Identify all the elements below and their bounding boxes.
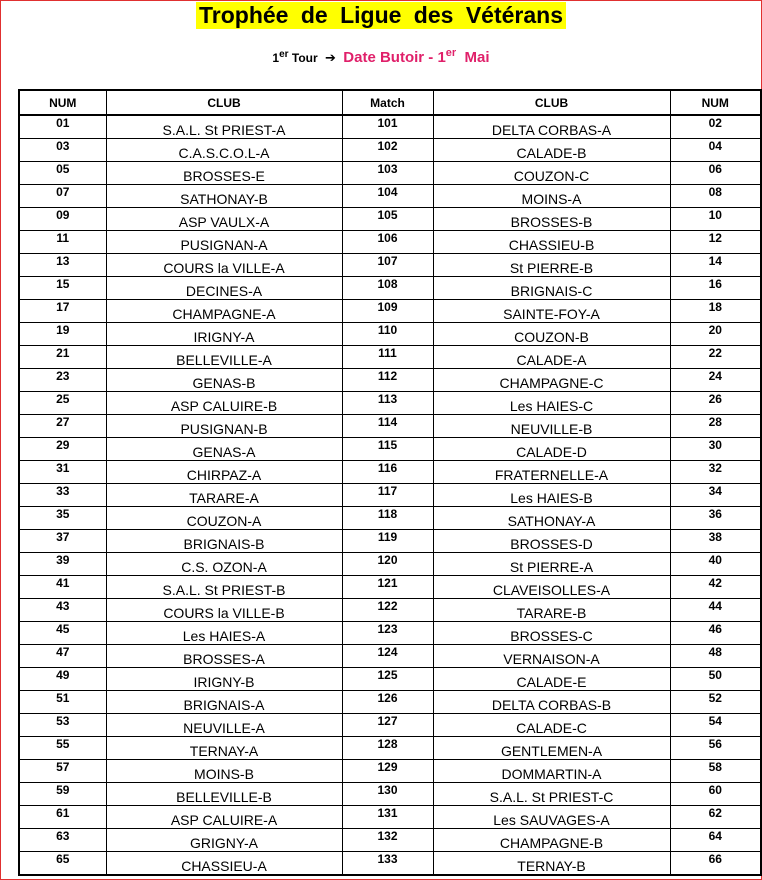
table-row [19, 185, 761, 208]
home-club: DECINES-A [106, 277, 342, 300]
away-num: 28 [670, 415, 761, 438]
table-row [19, 829, 761, 852]
home-num: 11 [19, 231, 106, 254]
away-num: 06 [670, 162, 761, 185]
home-num: 17 [19, 300, 106, 323]
match-number: 123 [342, 622, 433, 645]
away-num: 22 [670, 346, 761, 369]
deadline-sup: er [445, 47, 457, 59]
home-club: TERNAY-A [106, 737, 342, 760]
home-num: 29 [19, 438, 106, 461]
fixtures-body [19, 115, 761, 875]
table-row [19, 231, 761, 254]
home-num: 59 [19, 783, 106, 806]
match-number: 108 [342, 277, 433, 300]
away-num: 38 [670, 530, 761, 553]
table-row [19, 346, 761, 369]
home-num: 53 [19, 714, 106, 737]
away-club: DELTA CORBAS-B [433, 691, 670, 714]
home-num: 49 [19, 668, 106, 691]
home-num: 65 [19, 852, 106, 876]
home-club: COUZON-A [106, 507, 342, 530]
round-word: Tour [291, 51, 318, 65]
home-club: ASP VAULX-A [106, 208, 342, 231]
arrow-right-icon: ➔ [325, 50, 336, 65]
match-number: 109 [342, 300, 433, 323]
deadline-prefix: Date Butoir - 1 [343, 49, 446, 66]
table-row [19, 461, 761, 484]
away-club: NEUVILLE-B [433, 415, 670, 438]
table-row [19, 737, 761, 760]
home-club: BRIGNAIS-A [106, 691, 342, 714]
header-match: Match [342, 90, 433, 115]
away-num: 40 [670, 553, 761, 576]
home-club: SATHONAY-B [106, 185, 342, 208]
away-club: BROSSES-C [433, 622, 670, 645]
home-num: 03 [19, 139, 106, 162]
deadline-suffix: Mai [464, 49, 490, 66]
home-num: 19 [19, 323, 106, 346]
away-num: 52 [670, 691, 761, 714]
home-num: 09 [19, 208, 106, 231]
home-num: 31 [19, 461, 106, 484]
header-num-home: NUM [19, 90, 106, 115]
match-number: 131 [342, 806, 433, 829]
away-club: CHAMPAGNE-B [433, 829, 670, 852]
away-num: 14 [670, 254, 761, 277]
table-row [19, 622, 761, 645]
table-row [19, 852, 761, 876]
home-club: BELLEVILLE-A [106, 346, 342, 369]
away-club: GENTLEMEN-A [433, 737, 670, 760]
away-num: 46 [670, 622, 761, 645]
table-row [19, 415, 761, 438]
away-num: 16 [670, 277, 761, 300]
away-num: 10 [670, 208, 761, 231]
home-club: CHIRPAZ-A [106, 461, 342, 484]
table-row [19, 760, 761, 783]
match-number: 124 [342, 645, 433, 668]
table-row [19, 300, 761, 323]
home-num: 01 [19, 115, 106, 139]
away-num: 42 [670, 576, 761, 599]
home-club: C.A.S.C.O.L-A [106, 139, 342, 162]
table-row [19, 507, 761, 530]
home-num: 07 [19, 185, 106, 208]
home-club: BROSSES-A [106, 645, 342, 668]
home-club: CHASSIEU-A [106, 852, 342, 876]
away-num: 12 [670, 231, 761, 254]
table-row [19, 553, 761, 576]
away-club: St PIERRE-A [433, 553, 670, 576]
table-row [19, 783, 761, 806]
home-club: IRIGNY-A [106, 323, 342, 346]
away-club: S.A.L. St PRIEST-C [433, 783, 670, 806]
away-club: BRIGNAIS-C [433, 277, 670, 300]
away-num: 50 [670, 668, 761, 691]
home-club: PUSIGNAN-A [106, 231, 342, 254]
away-club: VERNAISON-A [433, 645, 670, 668]
match-number: 103 [342, 162, 433, 185]
away-num: 64 [670, 829, 761, 852]
match-number: 110 [342, 323, 433, 346]
table-row [19, 806, 761, 829]
away-num: 44 [670, 599, 761, 622]
match-number: 107 [342, 254, 433, 277]
home-num: 39 [19, 553, 106, 576]
away-club: CALADE-C [433, 714, 670, 737]
home-num: 33 [19, 484, 106, 507]
away-club: CALADE-E [433, 668, 670, 691]
home-club: S.A.L. St PRIEST-B [106, 576, 342, 599]
home-club: COURS la VILLE-A [106, 254, 342, 277]
match-number: 121 [342, 576, 433, 599]
home-num: 35 [19, 507, 106, 530]
round-subtitle [0, 47, 762, 66]
match-number: 112 [342, 369, 433, 392]
away-num: 56 [670, 737, 761, 760]
home-num: 45 [19, 622, 106, 645]
table-row [19, 576, 761, 599]
table-row [19, 599, 761, 622]
home-num: 41 [19, 576, 106, 599]
match-number: 122 [342, 599, 433, 622]
match-number: 105 [342, 208, 433, 231]
home-club: BROSSES-E [106, 162, 342, 185]
away-num: 08 [670, 185, 761, 208]
table-row [19, 714, 761, 737]
home-club: GRIGNY-A [106, 829, 342, 852]
match-number: 101 [342, 115, 433, 139]
away-club: COUZON-C [433, 162, 670, 185]
match-number: 113 [342, 392, 433, 415]
home-num: 43 [19, 599, 106, 622]
away-club: FRATERNELLE-A [433, 461, 670, 484]
match-number: 129 [342, 760, 433, 783]
away-num: 34 [670, 484, 761, 507]
away-club: COUZON-B [433, 323, 670, 346]
away-club: SATHONAY-A [433, 507, 670, 530]
home-club: PUSIGNAN-B [106, 415, 342, 438]
header-club-away: CLUB [433, 90, 670, 115]
table-row [19, 691, 761, 714]
home-club: BRIGNAIS-B [106, 530, 342, 553]
away-num: 54 [670, 714, 761, 737]
away-club: MOINS-A [433, 185, 670, 208]
home-num: 63 [19, 829, 106, 852]
away-num: 24 [670, 369, 761, 392]
home-club: IRIGNY-B [106, 668, 342, 691]
home-club: GENAS-B [106, 369, 342, 392]
table-row [19, 277, 761, 300]
match-number: 106 [342, 231, 433, 254]
away-club: CLAVEISOLLES-A [433, 576, 670, 599]
match-number: 132 [342, 829, 433, 852]
table-row [19, 438, 761, 461]
away-club: St PIERRE-B [433, 254, 670, 277]
away-num: 18 [670, 300, 761, 323]
home-num: 37 [19, 530, 106, 553]
home-club: MOINS-B [106, 760, 342, 783]
page-title: Trophée de Ligue des Vétérans [196, 2, 566, 29]
table-row [19, 645, 761, 668]
match-number: 119 [342, 530, 433, 553]
away-num: 48 [670, 645, 761, 668]
table-row [19, 254, 761, 277]
header-club-home: CLUB [106, 90, 342, 115]
match-number: 102 [342, 139, 433, 162]
home-club: BELLEVILLE-B [106, 783, 342, 806]
match-number: 117 [342, 484, 433, 507]
away-num: 26 [670, 392, 761, 415]
home-num: 55 [19, 737, 106, 760]
home-num: 51 [19, 691, 106, 714]
home-num: 05 [19, 162, 106, 185]
home-club: C.S. OZON-A [106, 553, 342, 576]
home-club: CHAMPAGNE-A [106, 300, 342, 323]
away-club: BROSSES-B [433, 208, 670, 231]
away-club: TARARE-B [433, 599, 670, 622]
header-row [19, 90, 761, 115]
match-number: 126 [342, 691, 433, 714]
table-row [19, 369, 761, 392]
away-club: SAINTE-FOY-A [433, 300, 670, 323]
match-number: 116 [342, 461, 433, 484]
round-number: 1 [272, 51, 280, 65]
table-row [19, 530, 761, 553]
home-club: Les HAIES-A [106, 622, 342, 645]
away-num: 60 [670, 783, 761, 806]
table-row [19, 162, 761, 185]
home-num: 47 [19, 645, 106, 668]
away-club: DELTA CORBAS-A [433, 115, 670, 139]
away-club: Les SAUVAGES-A [433, 806, 670, 829]
table-row [19, 323, 761, 346]
home-club: ASP CALUIRE-B [106, 392, 342, 415]
match-number: 114 [342, 415, 433, 438]
match-number: 118 [342, 507, 433, 530]
away-club: BROSSES-D [433, 530, 670, 553]
away-num: 58 [670, 760, 761, 783]
home-num: 25 [19, 392, 106, 415]
match-number: 120 [342, 553, 433, 576]
table-row [19, 208, 761, 231]
table-row [19, 484, 761, 507]
away-num: 04 [670, 139, 761, 162]
away-num: 02 [670, 115, 761, 139]
home-num: 21 [19, 346, 106, 369]
home-club: TARARE-A [106, 484, 342, 507]
away-club: CALADE-D [433, 438, 670, 461]
away-club: CALADE-A [433, 346, 670, 369]
match-number: 133 [342, 852, 433, 876]
away-num: 32 [670, 461, 761, 484]
away-club: Les HAIES-B [433, 484, 670, 507]
away-num: 66 [670, 852, 761, 876]
home-num: 23 [19, 369, 106, 392]
match-number: 128 [342, 737, 433, 760]
match-number: 115 [342, 438, 433, 461]
home-num: 61 [19, 806, 106, 829]
match-number: 111 [342, 346, 433, 369]
home-num: 13 [19, 254, 106, 277]
away-club: DOMMARTIN-A [433, 760, 670, 783]
away-num: 36 [670, 507, 761, 530]
match-number: 127 [342, 714, 433, 737]
match-number: 130 [342, 783, 433, 806]
home-num: 15 [19, 277, 106, 300]
home-num: 57 [19, 760, 106, 783]
match-number: 104 [342, 185, 433, 208]
round-sup: er [279, 49, 289, 60]
home-club: GENAS-A [106, 438, 342, 461]
home-club: ASP CALUIRE-A [106, 806, 342, 829]
table-row [19, 139, 761, 162]
match-number: 125 [342, 668, 433, 691]
away-club: Les HAIES-C [433, 392, 670, 415]
home-club: COURS la VILLE-B [106, 599, 342, 622]
table-row [19, 115, 761, 139]
title-area [0, 2, 762, 29]
away-club: TERNAY-B [433, 852, 670, 876]
table-row [19, 668, 761, 691]
home-club: S.A.L. St PRIEST-A [106, 115, 342, 139]
away-club: CHASSIEU-B [433, 231, 670, 254]
deadline-text [343, 49, 489, 66]
away-num: 30 [670, 438, 761, 461]
fixtures-table [18, 89, 762, 876]
away-num: 62 [670, 806, 761, 829]
home-num: 27 [19, 415, 106, 438]
table-row [19, 392, 761, 415]
away-club: CALADE-B [433, 139, 670, 162]
header-num-away: NUM [670, 90, 761, 115]
home-club: NEUVILLE-A [106, 714, 342, 737]
away-club: CHAMPAGNE-C [433, 369, 670, 392]
away-num: 20 [670, 323, 761, 346]
